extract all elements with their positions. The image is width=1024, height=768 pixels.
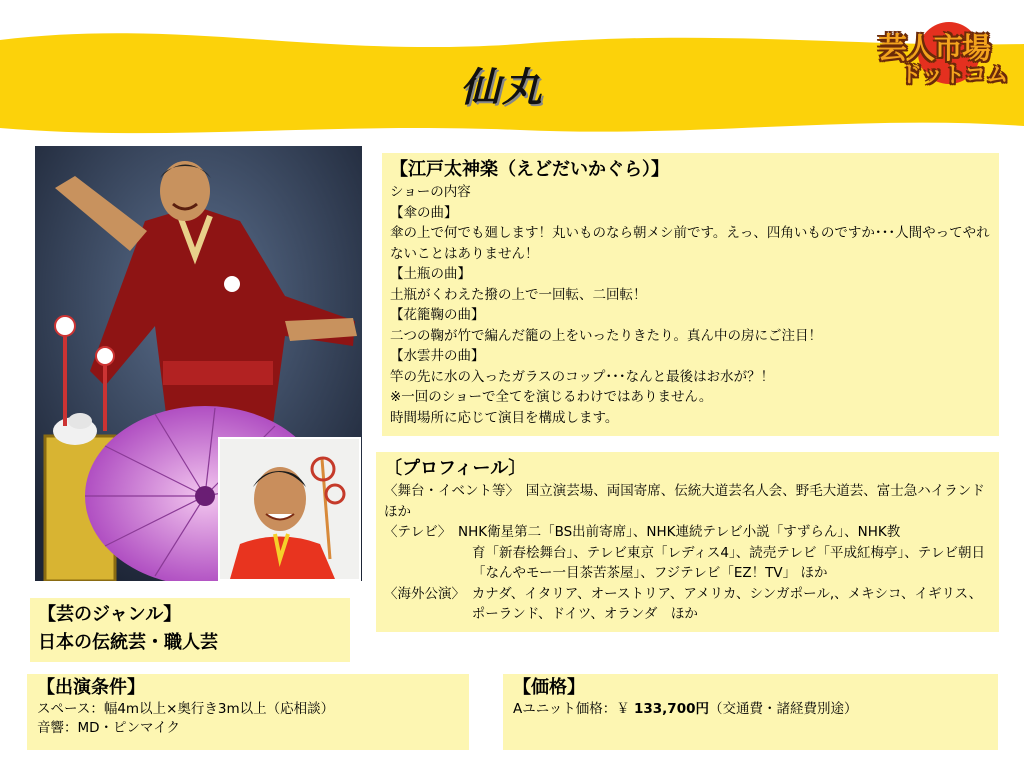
show-content-panel xyxy=(382,153,999,436)
show-line: 【土瓶の曲】 xyxy=(390,266,471,282)
conditions-panel xyxy=(27,674,469,750)
price-line xyxy=(513,700,988,719)
profile-tv xyxy=(384,522,991,543)
show-line: 土瓶がくわえた撥の上で一回転、二回転！ xyxy=(390,286,647,303)
conditions-heading: 【出演条件】 xyxy=(37,677,145,698)
price-label: Aユニット価格：￥ xyxy=(513,701,634,717)
conditions-sound: 音響：MD・ピンマイク xyxy=(37,720,181,736)
show-line: 【傘の曲】 xyxy=(390,204,458,221)
page-title: 仙丸 xyxy=(460,65,544,111)
profile-overseas xyxy=(384,584,991,625)
site-logo[interactable] xyxy=(876,22,1009,94)
genre-panel xyxy=(30,598,350,662)
profile-stage xyxy=(384,481,999,522)
price-panel xyxy=(503,674,998,750)
show-line: 傘の上で何でも廻します！丸いものなら朝メシ前です。えっ、四角いものですか･･･人間やってやれないことはありません！ xyxy=(390,225,990,262)
logo-text-sub: ドットコム xyxy=(900,63,1009,88)
show-line: 時間場所に応じて演目を構成します。 xyxy=(390,409,619,426)
price-amount: 133,700円 xyxy=(634,701,709,717)
logo-text-main: 芸人市場 xyxy=(878,31,991,65)
price-heading: 【価格】 xyxy=(513,677,585,698)
show-line: ※一回のショーで全てを演じるわけではありません。 xyxy=(390,389,713,405)
profile-overseas-label: 〈海外公演〉 xyxy=(384,585,472,602)
show-heading: 【江戸太神楽（えどだいかぐら）】 xyxy=(390,159,669,180)
performer-portrait xyxy=(218,437,361,581)
genre-value: 日本の伝統芸・職人芸 xyxy=(38,632,218,653)
profile-stage-text: 国立演芸場、両国寄席、伝統大道芸名人会、野毛大道芸、富士急ハイランド ほか xyxy=(384,483,999,520)
profile-stage-label: 〈舞台・イベント等〉 xyxy=(384,483,526,499)
genre-heading: 【芸のジャンル】 xyxy=(38,604,182,625)
show-line: 【水雲井の曲】 xyxy=(390,348,485,364)
show-line: 【花籠鞠の曲】 xyxy=(390,307,485,323)
conditions-space: スペース：幅4m以上×奥行き3m以上（応相談） xyxy=(37,701,335,717)
show-line: 二つの鞠が竹で編んだ籠の上をいったりきたり。真ん中の房にご注目！ xyxy=(390,327,822,344)
profile-heading: 〔プロフィール〕 xyxy=(384,458,527,479)
show-line: 竿の先に水の入ったガラスのコップ･･･なんと最後はお水が？！ xyxy=(390,368,775,385)
profile-panel xyxy=(376,452,999,632)
profile-tv-text: NHK衛星第二「BS出前寄席」、NHK連続テレビ小説「すずらん」、NHK教 xyxy=(457,524,901,540)
price-note: （交通費・諸経費別途） xyxy=(709,701,858,717)
profile-overseas-text: カナダ、イタリア、オーストリア、アメリカ、シンガポール,、メキシコ、イギリス、ポーランド、ドイツ、オランダ ほか xyxy=(471,585,983,622)
show-line: ショーの内容 xyxy=(390,184,471,200)
profile-tv-label: 〈テレビ〉 xyxy=(384,524,458,540)
profile-tv-continued: 育「新春桧舞台」、テレビ東京「レディス4」、読売テレビ「平成紅梅亭」、テレビ朝日「なんやモー一目茶苦茶屋」、フジテレビ「EZ！TV」 ほか xyxy=(472,544,985,581)
